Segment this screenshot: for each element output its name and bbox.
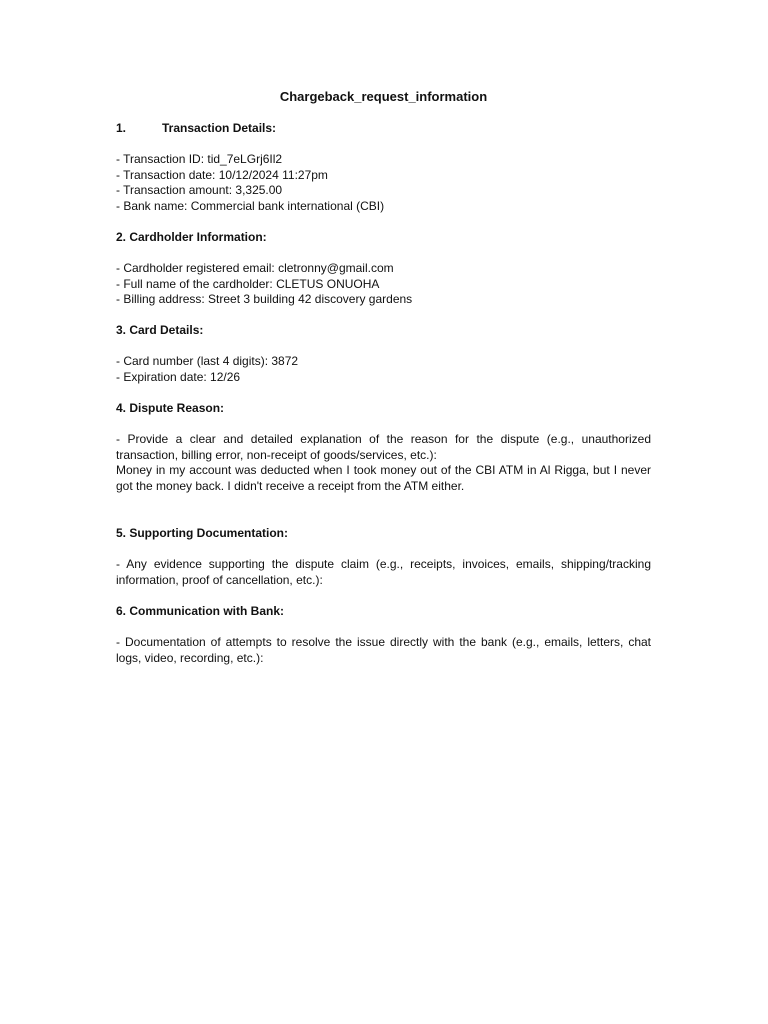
card-number-line: - Card number (last 4 digits): 3872 — [116, 354, 299, 368]
cardholder-name-line: - Full name of the cardholder: CLETUS ONUOHA — [116, 276, 380, 291]
bank-name-line: - Bank name: Commercial bank international (CBI) — [116, 198, 385, 213]
expiration-date-line: - Expiration date: 12/26 — [116, 369, 241, 384]
section-1-number: 1. — [116, 121, 127, 135]
supporting-documentation-prompt: - Any evidence supporting the dispute claim (e.g., receipts, invoices, emails, shipping/tracking information, proof of cancellation, etc.): — [116, 557, 651, 587]
transaction-id-line: - Transaction ID: tid_7eLGrj6Il2 — [116, 152, 283, 166]
section-3-heading: 3. Card Details: — [116, 323, 204, 337]
document-title: Chargeback_request_information — [279, 89, 488, 104]
transaction-date-line: - Transaction date: 10/12/2024 11:27pm — [116, 167, 328, 182]
cardholder-email-line: - Cardholder registered email: cletronny@gmail.com — [116, 261, 394, 275]
section-1-heading — [116, 121, 276, 137]
section-5-heading: 5. Supporting Documentation: — [116, 526, 288, 540]
section-4-heading: 4. Dispute Reason: — [116, 401, 225, 415]
billing-address-line: - Billing address: Street 3 building 42 discovery gardens — [116, 292, 413, 306]
dispute-reason-prompt: - Provide a clear and detailed explanation of the reason for the dispute (e.g., unauthorized transaction, billing error, non-receipt of goods/services, etc.): — [116, 432, 651, 462]
section-6-heading: 6. Communication with Bank: — [116, 604, 285, 618]
dispute-reason-answer: Money in my account was deducted when I took money out of the CBI ATM in Al Rigga, but I never got the money back. I didn't receive a receipt from the ATM either. — [116, 463, 651, 493]
section-2-heading: 2. Cardholder Information: — [116, 230, 267, 244]
transaction-amount-line: - Transaction amount: 3,325.00 — [116, 183, 283, 197]
section-1-title: Transaction Details: — [162, 121, 277, 135]
bank-communication-prompt: - Documentation of attempts to resolve the issue directly with the bank (e.g., emails, letters, chat logs, video, recording, etc.): — [116, 635, 651, 665]
